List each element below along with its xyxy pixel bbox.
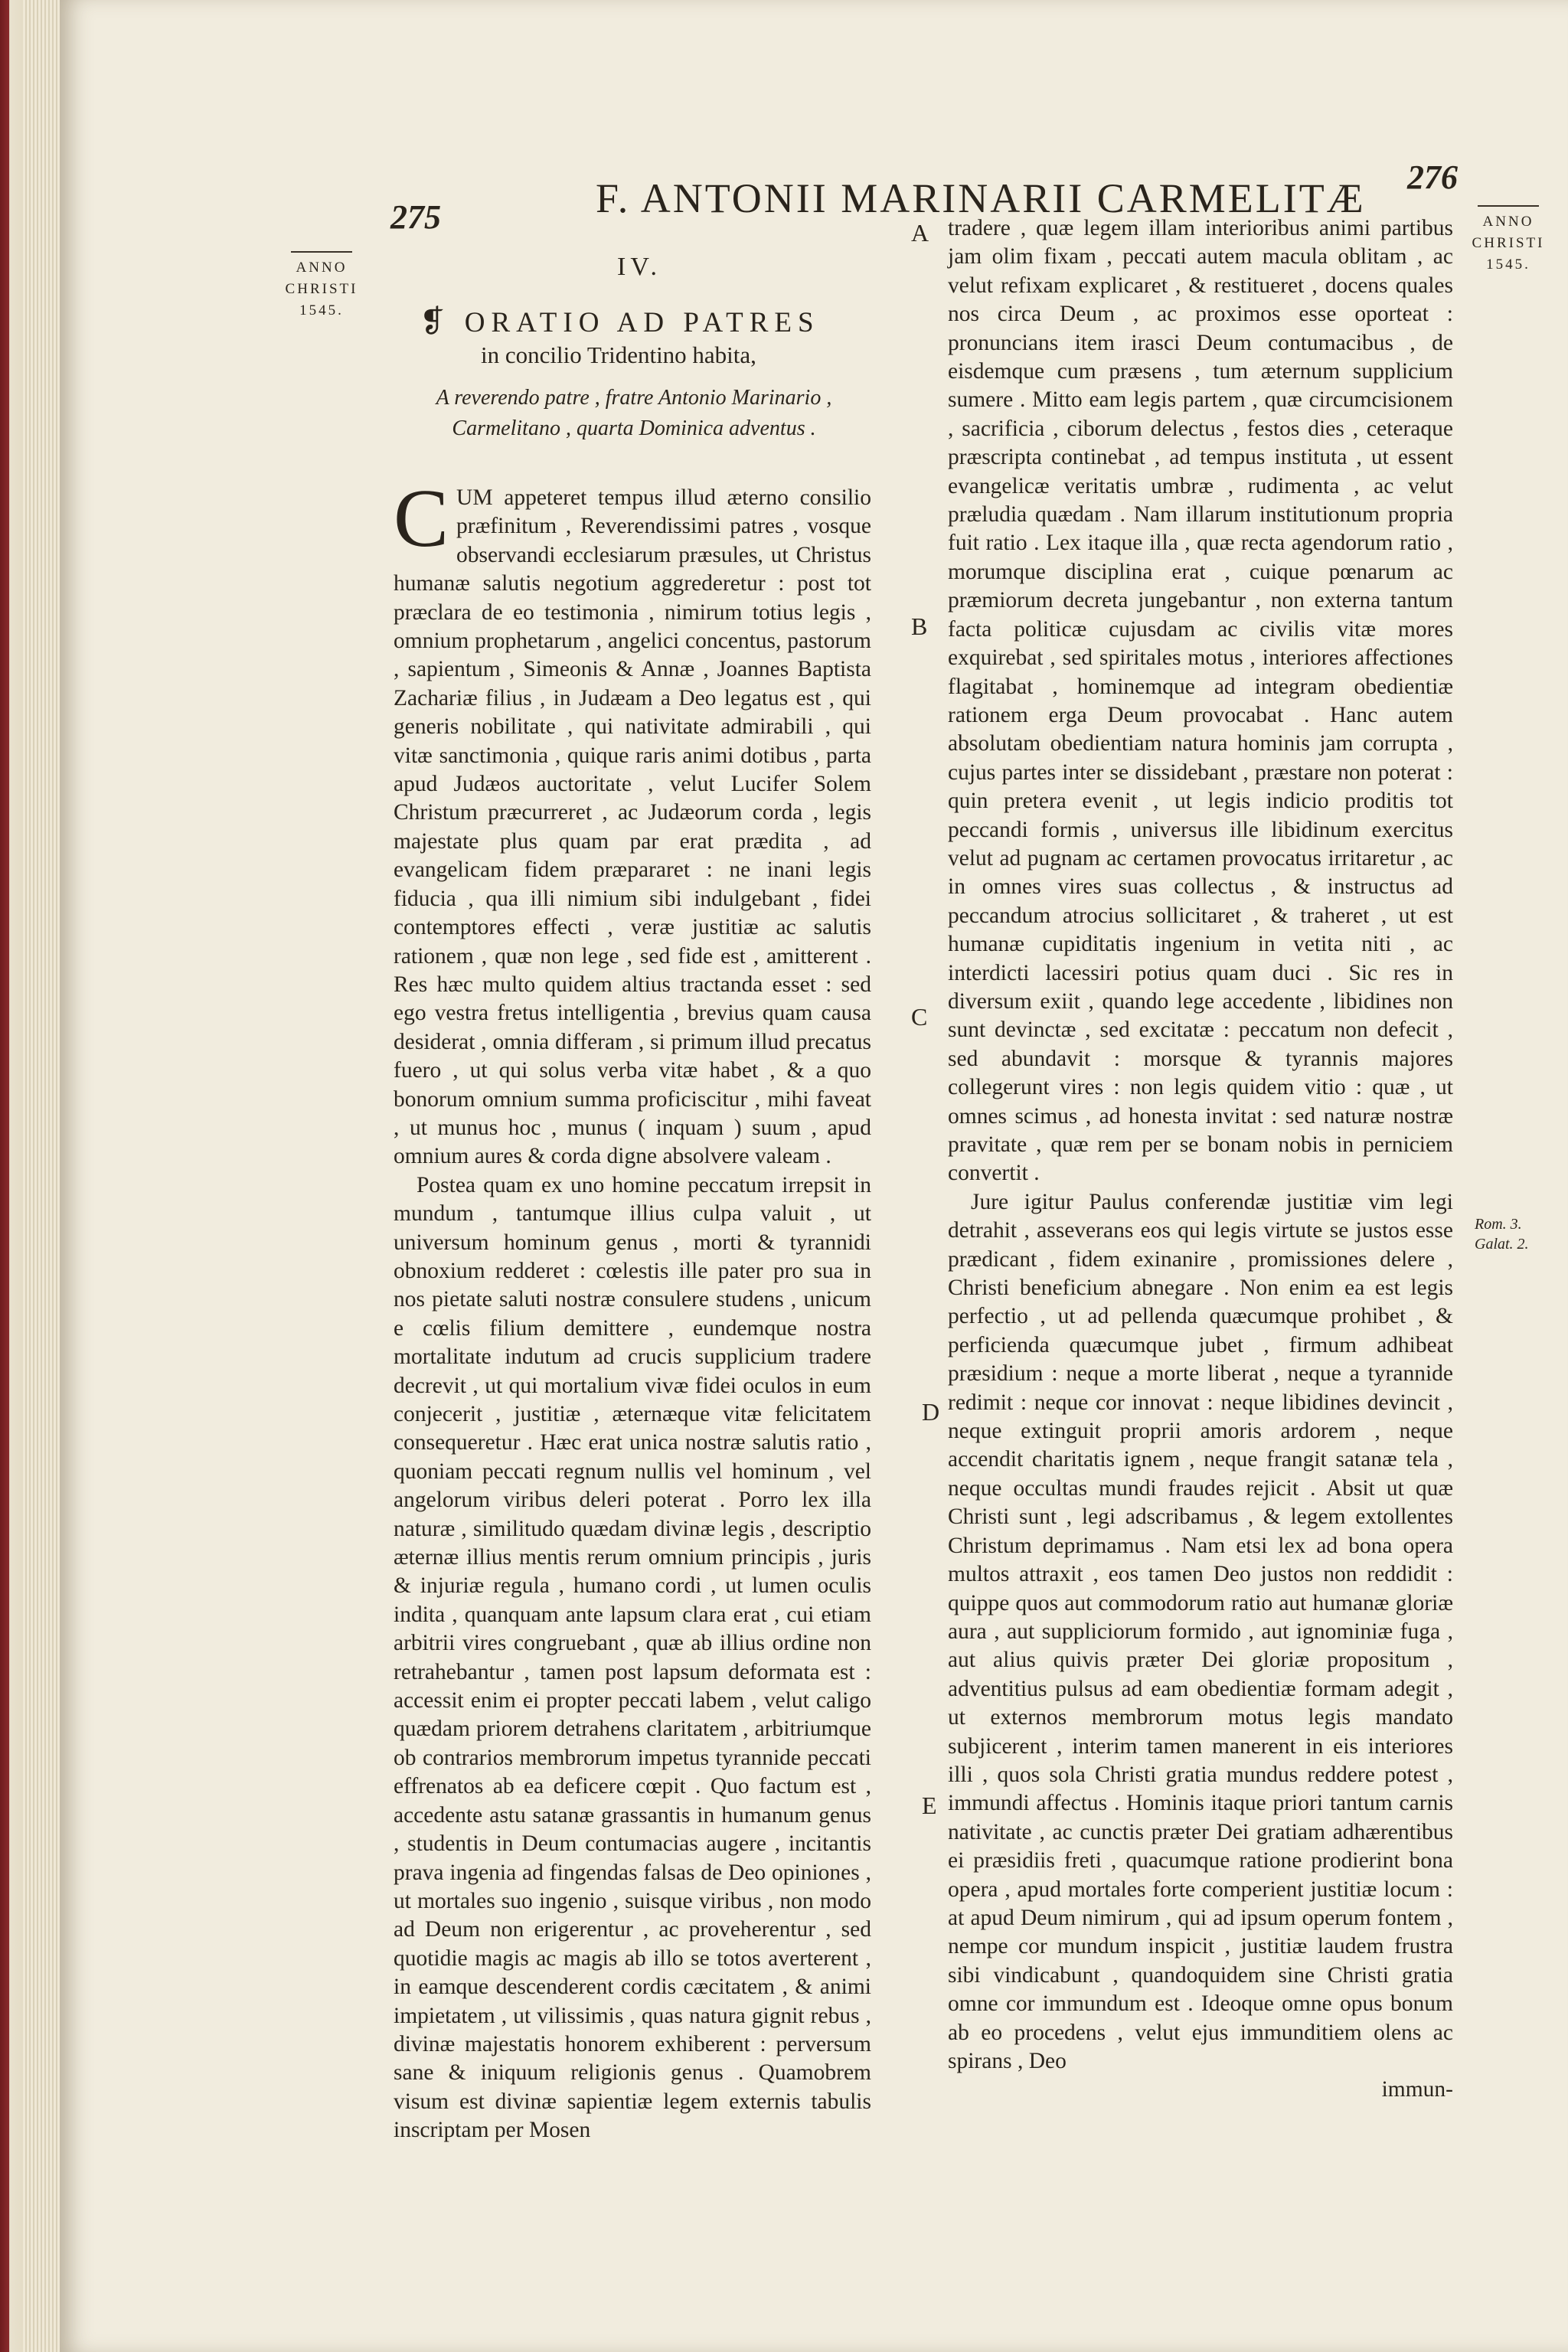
margin-note-line: ANNO [1482, 214, 1534, 230]
right-page-number: 276 [1407, 158, 1458, 196]
reference-line: Galat. 2. [1475, 1236, 1529, 1253]
book-page-edges [23, 0, 60, 2352]
margin-note-line: CHRISTI [1472, 235, 1545, 251]
oratio-subtitle: in concilio Tridentino habita, [481, 341, 756, 368]
margin-note-line: 1545. [299, 302, 344, 318]
margin-note-line: ANNO [296, 260, 348, 276]
reference-line: Rom. 3. [1475, 1216, 1522, 1233]
margin-rule [291, 251, 352, 253]
section-letter-b: B [911, 612, 928, 640]
left-margin-note [282, 251, 361, 322]
margin-note-line: 1545. [1486, 256, 1530, 273]
margin-rule [1478, 205, 1539, 207]
margin-note-line: CHRISTI [285, 281, 358, 297]
paragraph: tradere , quæ legem illam interioribus animi partibus jam olim fixam , peccati autem macula oblitam , ac velut refixam explicaret , & restitueret , docens quales nos circa Deum , ac proximos esse oporteat : pronuncians item irasci Deum contumacibus , de eisdemque cum præsens , tum æternum supplicium sumere . Mitto eam legis partem , quæ circumcisionem , sacrificia , ciborum delectus , festos dies , ceteraque præscripta continebat , ad tempus instituta , ut essent evangelicæ veritatis umbræ , rudimenta , ac velut præludia quædam . Nam illarum institutionum propria fuit ratio . Lex itaque illa , quæ recta agendorum ratio , morumque disciplina erat , cuique pœnarum ac præmiorum decreta jungebantur , non externa tantum facta politicæ cujusdam ac civilis vitæ mores exquirebat , sed spiritales motus , interiores affectiones flagitabat , hominemque ad integram obedientiæ rationem erga Deum provocabat . Hanc autem absolutam obedientiam natura hominis jam corrupta , cujus partes inter se dissidebant , præstare non poterat : quin pretera evenit , ut legis indicio proditis tot peccandi formis , universus ille libidinum exercitus velut ad pugnam ac certamen provocatus irritaretur , ac in omnes vires suas collectus , & instructus ad peccandum atrocius sollicitaret , & traheret , ut est humanæ cupiditatis ingenium in vetita niti , ac interdicti lacessiri potius quam duci . Sic res in diversum exiit , quando lege accedente , libidines non sunt devinctæ , sed excitatæ : peccatum non defecit , sed abundavit : morsque & tyrannis majores collegerunt vires : non legis quidem vitio : quæ , ut omnes scimus , ad honesta invitat : sed naturæ nostræ pravitate , quæ rem per se bonam nobis in perniciem convertit . [948, 216, 1453, 1186]
scripture-reference [1475, 1214, 1559, 1254]
author-line: A reverendo patre , fratre Antonio Marinario , Carmelitano , quarta Dominica adventus . [436, 386, 832, 440]
paragraph [394, 473, 871, 1171]
right-margin-note [1468, 205, 1548, 276]
oratio-title [420, 303, 820, 339]
paragraph: Jure igitur Paulus conferendæ justitiæ vim legi detrahit , asseverans eos qui legis virtute se justos esse prædicant , fidem exinanire , promissiones delere , Christi beneficium abnegare . Non enim ea est legis perfectio , ut ad pellenda quæcumque prohibet , & perficienda quæcumque jubet , firmum adhibeat præsidium : neque a morte liberat , neque a tyrannide redimit : neque cor innovat : neque libidines devincit , neque extinguit proprii amoris ardorem , neque accendit charitatis ignem , neque frangit satanæ tela , neque occultas mundi fraudes rejicit . Absit ut quæ Christi sunt , legi adscribamus , & legem extollentes Christum deprimamus . Nam etsi lex ad bona opera multos attraxit , eos tamen Deo justos non reddidit : quippe quos aut commodorum ratio aut humanæ gloriæ aura , aut suppliciorum formido , aut ignominiæ fuga , aut alius quivis præter Dei gloriæ propositum , adventitius pulsus ad eam obedientiæ formam adegit , ut externos membrorum motus legis mandato subjicerent , interim tamen manerent in eis interiores illi , quos sola Christi gratia mundus reddere potest , immundi affectus . Hominis itaque priori tantum carnis nativitate , ac cunctis præter Dei gratiam adhærentibus ei præsidiis freti , quacumque ratione prodierint bona opera , apud mortales forte comperient justitiæ locum : at apud Deum nimirum , qui ad ipsum operum fontem , nempe cor mundum inspicit , justitiæ laudem frustra sibi vindicabunt , quandoquidem sine Christi gratia omne cor immundum est . Ideoque omne opus bonum ab eo procedens , velut ejus immunditiem olens ac spirans , Deo [948, 1189, 1453, 2073]
section-number: IV. [617, 253, 662, 281]
book-page [60, 0, 1568, 2352]
right-column [948, 214, 1453, 2105]
section-letter-c: C [911, 1003, 928, 1031]
left-column [394, 473, 871, 2145]
oratio-title-text: ORATIO AD PATRES [464, 307, 820, 338]
header-title: ANTONII MARINARII CARMELITÆ [640, 175, 1366, 221]
left-page-number: 275 [390, 198, 441, 236]
catchword: immun- [1381, 2077, 1453, 2102]
drop-cap: C [394, 473, 449, 564]
paragraph-text: UM appeteret tempus illud æterno consilio præfinitum , Reverendissimi patres , vosque observandi ecclesiarum præsules, ut Christus humanæ salutis negotium aggrederetur : post tot præclara de eo testimonia , nimirum totius legis , omnium prophetarum , angelici concentus, pastorum , sapientum , Simeonis & Annæ , Joannes Baptista Zachariæ filius , in Judæam a Deo legatus est , qui generis nobilitate , qui nativitate admirabili , qui vitæ sanctimonia , quique raris animi dotibus , parta apud Judæos auctoritate , velut Lucifer Solem Christum præcurreret , ac Judæorum corda , legis majestate plus quam par erat prædita , ad evangelicam fidem præpararet : ne inani legis fiducia , qua illi nimium sibi indulgebant , fidei contemptores effecti , veræ justitiæ ac salutis rationem , quæ non lege , sed fide est , amitterent . Res hæc multo quidem altius tractanda esset : sed ego vestra fretus intelligentia , brevius quam causa desiderat , omnia differam , si primum illud precatus fuero , ut qui solus verba vitæ habet , & a quo bonorum omnium summa proficiscitur , mihi faveat , ut munus hoc , munus ( inquam ) suum , apud omnium aures & corda digne absolvere valeam . [394, 485, 871, 1169]
section-letter-a: A [911, 219, 929, 247]
section-letter-d: D [922, 1398, 940, 1426]
section-letter-e: E [922, 1792, 937, 1819]
paragraph: Postea quam ex uno homine peccatum irrepsit in mundum , tantumque illius culpa valuit , ut universum hominum genus , morti & tyrannidi obnoxium redderet : cœlestis ille pater pro sua in nos pietate saluti nostræ consulere studens , unicum e cœlis filium demittere , eundemque nostra mortalitate indutum ad crucis supplicium tradere decrevit , ut qui mortalium vivæ fidei oculos in eum conjecerit , justitiæ , æternæque vitæ felicitatem consequeretur . Hæc erat unica nostræ salutis ratio , quoniam peccati regnum nullis vel hominum , vel angelorum viribus deleri poterat . Porro lex illa naturæ , similitudo quædam divinæ legis , descriptio æternæ illius mentis rerum omnium principis , juris & injuriæ regula , humano cordi , ut lumen oculis indita , quanquam ante lapsum clara erat , cui etiam arbitrii vires congruebant , quæ ab illius ordine non retrahebantur , tamen post lapsum deformata est : accessit enim ei propter peccati labem , velut caligo quædam priorem detrahens claritatem , arbitriumque ob contrarios membrorum impetus tyrannide peccati effrenatos ab ea deficere cœpit . Quo factum est , accedente astu satanæ grassantis in humanum genus , studentis in Deum contumacias augere , incitantis prava ingenia ad fingendas falsas de Deo opiniones , ut mortales suo ingenio , suisque viribus , non modo ad Deum non erigerentur , ac proveherentur , sed quotidie magis ac magis ab illo se totos averterent , in eamque descenderent cordis cæcitatem , & animi impietatem , ut vilissimis , quas natura gignit rebus , divinæ majestatis honorem exhiberent : perversum sane & iniquum religionis genus . Quamobrem visum est divinæ sapientiæ legem externis tabulis inscriptam per Mosen [394, 1172, 871, 2143]
header-prefix: F. [596, 175, 631, 221]
fleuron-icon: ❡ [420, 304, 452, 338]
book-cover-edge [0, 0, 23, 2352]
